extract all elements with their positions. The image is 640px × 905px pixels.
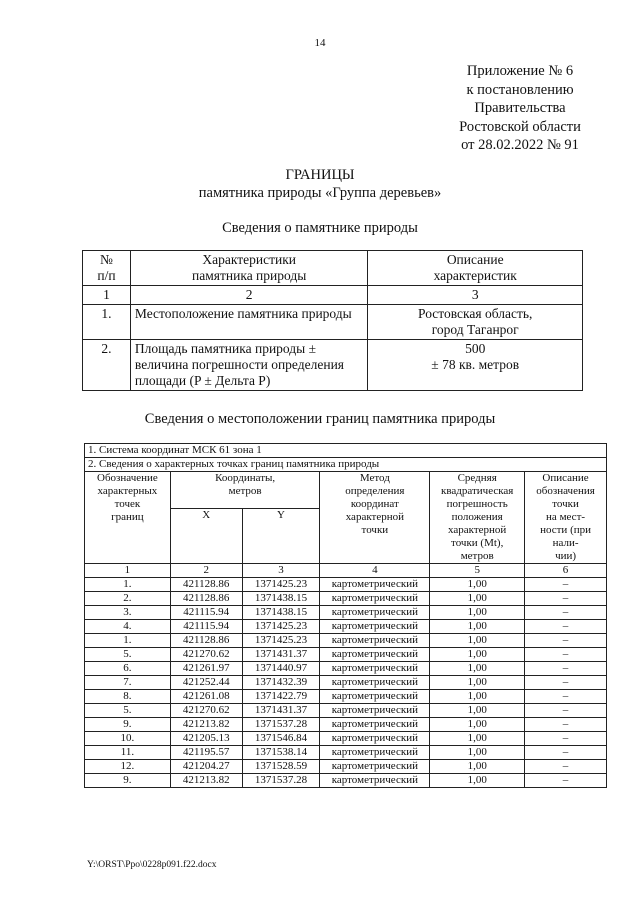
method: картометрический	[320, 760, 430, 774]
point-designation: 1.	[85, 634, 171, 648]
method: картометрический	[320, 648, 430, 662]
table-row	[83, 305, 583, 340]
row-number: 2.	[83, 340, 131, 391]
table-row	[83, 340, 583, 391]
table-row	[85, 704, 607, 718]
appendix-line: Правительства	[474, 100, 566, 116]
boundary-points-table	[84, 443, 607, 788]
point-description: –	[525, 592, 607, 606]
coordinate-y: 1371431.37	[242, 704, 320, 718]
column-number: 3	[368, 286, 583, 305]
table-row	[85, 606, 607, 620]
header-cell-designation: Обозначение характерных точек границ	[85, 472, 171, 564]
header-cell-number: № п/п	[83, 251, 131, 286]
point-designation: 7.	[85, 676, 171, 690]
point-description: –	[525, 676, 607, 690]
coordinate-y: 1371432.39	[242, 676, 320, 690]
error-value: 1,00	[430, 718, 525, 732]
coordinate-x: 421213.82	[170, 718, 242, 732]
table-row	[85, 732, 607, 746]
header-cell-y: Y	[242, 509, 320, 564]
table-row	[85, 578, 607, 592]
error-value: 1,00	[430, 690, 525, 704]
method: картометрический	[320, 704, 430, 718]
error-value: 1,00	[430, 634, 525, 648]
coordinate-y: 1371425.23	[242, 634, 320, 648]
title-subtitle: памятника природы «Группа деревьев»	[198, 185, 442, 201]
coordinate-y: 1371438.15	[242, 606, 320, 620]
error-value: 1,00	[430, 704, 525, 718]
error-value: 1,00	[430, 732, 525, 746]
method: картометрический	[320, 676, 430, 690]
column-number-row	[83, 286, 583, 305]
method: картометрический	[320, 774, 430, 788]
coordinate-x: 421128.86	[170, 578, 242, 592]
point-description: –	[525, 746, 607, 760]
table-row	[85, 690, 607, 704]
coordinate-y: 1371425.23	[242, 620, 320, 634]
appendix-line: Ростовской области	[459, 118, 581, 135]
points-table-body	[85, 578, 607, 788]
error-value: 1,00	[430, 578, 525, 592]
coordinate-x: 421261.97	[170, 662, 242, 676]
document-title	[0, 166, 640, 202]
column-number: 4	[320, 564, 430, 578]
coordinate-y: 1371438.15	[242, 592, 320, 606]
coordinate-x: 421195.57	[170, 746, 242, 760]
point-designation: 9.	[85, 718, 171, 732]
error-value: 1,00	[430, 662, 525, 676]
coordinate-y: 1371422.79	[242, 690, 320, 704]
column-number: 1	[85, 564, 171, 578]
method: картометрический	[320, 578, 430, 592]
header-cell-method: Метод определения координат характерной точки	[320, 472, 430, 564]
column-number: 3	[242, 564, 320, 578]
column-number: 5	[430, 564, 525, 578]
appendix-block	[440, 62, 600, 155]
row-characteristic: Местоположение памятника природы	[130, 305, 368, 340]
error-value: 1,00	[430, 648, 525, 662]
table-row	[85, 662, 607, 676]
table-row	[85, 746, 607, 760]
method: картометрический	[320, 592, 430, 606]
table-row	[85, 648, 607, 662]
coordinate-x: 421252.44	[170, 676, 242, 690]
table-row	[85, 592, 607, 606]
column-number: 6	[525, 564, 607, 578]
coordinate-x: 421270.62	[170, 704, 242, 718]
table-row	[85, 634, 607, 648]
point-designation: 11.	[85, 746, 171, 760]
row-number: 1.	[83, 305, 131, 340]
points-title-row	[85, 458, 607, 472]
point-description: –	[525, 774, 607, 788]
point-description: –	[525, 704, 607, 718]
point-description: –	[525, 634, 607, 648]
column-number: 2	[130, 286, 368, 305]
row-description: 500 ± 78 кв. метров	[368, 340, 583, 391]
header-cell-error: Средняя квадратическая погрешность положения характерной точки (Mt), метров	[430, 472, 525, 564]
header-cell-characteristic: Характеристики памятника природы	[130, 251, 368, 286]
coordinate-x: 421213.82	[170, 774, 242, 788]
coordinate-x: 421115.94	[170, 606, 242, 620]
point-designation: 4.	[85, 620, 171, 634]
point-designation: 10.	[85, 732, 171, 746]
method: картометрический	[320, 746, 430, 760]
point-designation: 8.	[85, 690, 171, 704]
coordinate-y: 1371440.97	[242, 662, 320, 676]
coordinate-x: 421205.13	[170, 732, 242, 746]
point-designation: 5.	[85, 704, 171, 718]
point-designation: 6.	[85, 662, 171, 676]
table-header-row	[83, 251, 583, 286]
coordinate-system-label: 1. Система координат МСК 61 зона 1	[85, 444, 607, 458]
point-designation: 2.	[85, 592, 171, 606]
points-title-label: 2. Сведения о характерных точках границ памятника природы	[85, 458, 607, 472]
header-cell-x: X	[170, 509, 242, 564]
point-description: –	[525, 648, 607, 662]
coordinate-x: 421270.62	[170, 648, 242, 662]
point-description: –	[525, 578, 607, 592]
coordinate-y: 1371431.37	[242, 648, 320, 662]
header-cell-description: Описание обозначения точки на мест- ности (при нали- чии)	[525, 472, 607, 564]
error-value: 1,00	[430, 620, 525, 634]
table-row	[85, 676, 607, 690]
point-designation: 1.	[85, 578, 171, 592]
error-value: 1,00	[430, 746, 525, 760]
section1-title: Сведения о памятнике природы	[222, 220, 418, 236]
method: картометрический	[320, 620, 430, 634]
section2-title: Сведения о местоположении границ памятника природы	[144, 411, 496, 427]
table-row	[85, 620, 607, 634]
file-path-footer: Y:\ORST\Ppo\0228p091.f22.docx	[87, 860, 217, 870]
natural-monument-info-table	[82, 250, 583, 391]
header-cell-coordinates: Координаты, метров	[170, 472, 320, 509]
error-value: 1,00	[430, 676, 525, 690]
table-row	[85, 718, 607, 732]
coordinate-y: 1371538.14	[242, 746, 320, 760]
column-number: 2	[170, 564, 242, 578]
table-row	[85, 774, 607, 788]
point-description: –	[525, 620, 607, 634]
coordinate-y: 1371537.28	[242, 718, 320, 732]
appendix-line: Приложение № 6	[466, 63, 574, 79]
coordinate-x: 421128.86	[170, 634, 242, 648]
coordinate-x: 421261.08	[170, 690, 242, 704]
point-designation: 3.	[85, 606, 171, 620]
appendix-line: от 28.02.2022 № 91	[461, 137, 579, 153]
error-value: 1,00	[430, 760, 525, 774]
point-description: –	[525, 662, 607, 676]
error-value: 1,00	[430, 606, 525, 620]
point-designation: 5.	[85, 648, 171, 662]
title-main: ГРАНИЦЫ	[285, 167, 355, 183]
point-description: –	[525, 718, 607, 732]
point-description: –	[525, 606, 607, 620]
coordinate-system-row	[85, 444, 607, 458]
coordinate-y: 1371425.23	[242, 578, 320, 592]
method: картометрический	[320, 732, 430, 746]
page-number: 14	[314, 37, 326, 49]
error-value: 1,00	[430, 774, 525, 788]
method: картометрический	[320, 634, 430, 648]
point-designation: 12.	[85, 760, 171, 774]
coordinate-y: 1371546.84	[242, 732, 320, 746]
column-number: 1	[83, 286, 131, 305]
method: картометрический	[320, 606, 430, 620]
coordinate-x: 421115.94	[170, 620, 242, 634]
column-number-row	[85, 564, 607, 578]
appendix-line: к постановлению	[466, 81, 574, 98]
coordinate-x: 421204.27	[170, 760, 242, 774]
method: картометрический	[320, 690, 430, 704]
coordinate-y: 1371528.59	[242, 760, 320, 774]
table-row	[85, 760, 607, 774]
method: картометрический	[320, 662, 430, 676]
row-description: Ростовская область, город Таганрог	[368, 305, 583, 340]
point-description: –	[525, 732, 607, 746]
point-description: –	[525, 760, 607, 774]
table-header-row	[85, 472, 607, 509]
header-cell-description: Описание характеристик	[368, 251, 583, 286]
method: картометрический	[320, 718, 430, 732]
row-characteristic: Площадь памятника природы ± величина погрешности определения площади (P ± Дельта P)	[130, 340, 368, 391]
coordinate-x: 421128.86	[170, 592, 242, 606]
coordinate-y: 1371537.28	[242, 774, 320, 788]
error-value: 1,00	[430, 592, 525, 606]
point-description: –	[525, 690, 607, 704]
point-designation: 9.	[85, 774, 171, 788]
